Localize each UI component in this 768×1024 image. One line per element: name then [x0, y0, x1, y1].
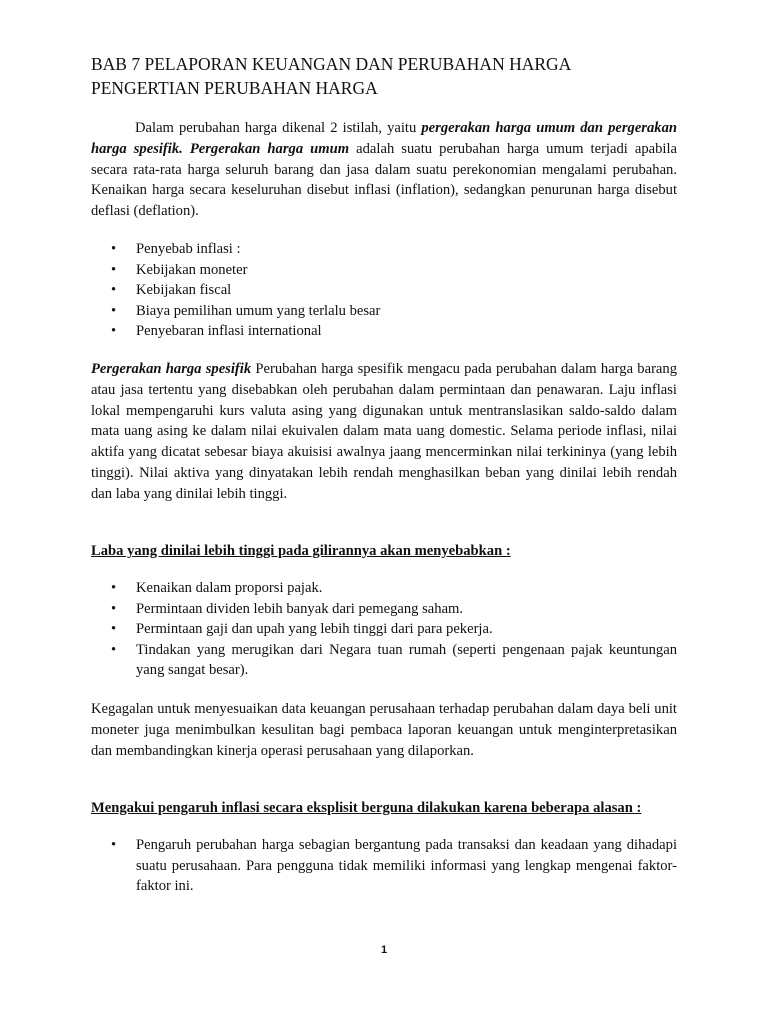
failure-paragraph [91, 699, 677, 761]
subheading-inflation-reasons: Mengakui pengaruh inflasi secara eksplisit berguna dilakukan karena beberapa alasan : [91, 800, 642, 816]
intro-paragraph [91, 118, 677, 222]
list-item-text: Kebijakan fiscal [136, 282, 232, 299]
list-item-text: Kebijakan moneter [136, 261, 248, 278]
bullet-icon: • [111, 621, 117, 638]
emphasis-text: pergerakan harga umum dan pergerakan harga spesifik. Pergerakan harga umum [91, 120, 677, 157]
bullet-icon: • [111, 837, 117, 853]
bullet-icon: • [111, 641, 117, 658]
bullet-icon: • [111, 302, 117, 319]
list-item [91, 301, 677, 322]
list-item [91, 321, 677, 342]
list-item-text: Permintaan gaji dan upah yang lebih tinggi dari para pekerja. [136, 621, 493, 638]
list-item-text: Kenaikan dalam proporsi pajak. [136, 580, 323, 596]
list-item-text: Tindakan yang merugikan dari Negara tuan rumah (seperti pengenaan pajak keuntungan yang sangat besar). [136, 641, 677, 679]
inflation-causes-list [91, 239, 677, 342]
paragraph-text: Kegagalan untuk menyesuaikan data keuangan perusahaan terhadap perubahan dalam daya beli unit moneter juga menimbulkan kesulitan bagi pembaca laporan keuangan untuk menginterpretasikan dan membandingkan kinerja operasi perusahaan yang dilaporkan. [91, 701, 677, 759]
bullet-icon: • [111, 600, 117, 617]
reasons-list [91, 835, 677, 897]
consequences-list [91, 578, 677, 681]
page-number: 1 [380, 944, 388, 956]
list-item [91, 260, 677, 281]
list-item-text: Penyebaran inflasi international [136, 323, 322, 340]
paragraph-text: Perubahan harga spesifik mengacu pada perubahan dalam harga barang atau jasa tertentu yang disebabkan oleh perubahan dalam permintaan dan penawaran. Laju inflasi lokal mempengaruhi kurs valuta asing yang digunakan untuk mentranslasikan saldo-saldo dalam mata uang asing ke dalam nilai ekuivalen dalam mata uang domestic. Selama periode inflasi, nilai aktifa yang dicatat sebesar biaya akuisisi awalnya jaang mencerminkan nilai terkininya (yang lebih tinggi). Nilai aktiva yang dinyatakan lebih rendah menghasilkan beban yang dinilai lebih rendah dan laba yang dinilai lebih tinggi. [91, 361, 678, 502]
list-item-text: Permintaan dividen lebih banyak dari pemegang saham. [136, 600, 464, 617]
list-item [91, 835, 677, 897]
bullet-icon: • [111, 580, 117, 596]
emphasis-text: Pergerakan harga spesifik [91, 361, 252, 377]
section-title: PENGERTIAN PERUBAHAN HARGA [91, 78, 378, 98]
list-item-text: Penyebab inflasi : [136, 241, 241, 257]
list-item [91, 239, 677, 260]
list-item [91, 599, 677, 620]
chapter-title: BAB 7 PELAPORAN KEUANGAN DAN PERUBAHAN HARGA [91, 54, 572, 74]
specific-price-paragraph [91, 359, 677, 505]
bullet-icon: • [111, 261, 117, 278]
list-item-text: Pengaruh perubahan harga sebagian bergantung pada transaksi dan keadaan yang dihadapi suatu perusahaan. Para pengguna tidak memiliki informasi yang lengkap mengenai faktor-faktor ini. [136, 837, 677, 895]
bullet-icon: • [111, 241, 117, 257]
paragraph-text: adalah suatu perubahan harga umum terjadi apabila secara rata-rata harga seluruh barang dan jasa dalam suatu perekonomian mengalami perubahan. Kenaikan harga secara keseluruhan disebut inflasi (inflation), sedangkan penurunan harga disebut deflasi (deflation). [91, 140, 677, 220]
list-item-text: Biaya pemilihan umum yang terlalu besar [136, 302, 381, 319]
bullet-icon: • [111, 323, 117, 340]
list-item [91, 280, 677, 301]
list-item [91, 619, 677, 640]
paragraph-text: Dalam perubahan harga dikenal 2 istilah, yaitu [135, 120, 422, 136]
list-item [91, 578, 677, 599]
subheading-higher-profit: Laba yang dinilai lebih tinggi pada gilirannya akan menyebabkan : [91, 543, 511, 559]
list-item [91, 640, 677, 681]
bullet-icon: • [111, 282, 117, 299]
